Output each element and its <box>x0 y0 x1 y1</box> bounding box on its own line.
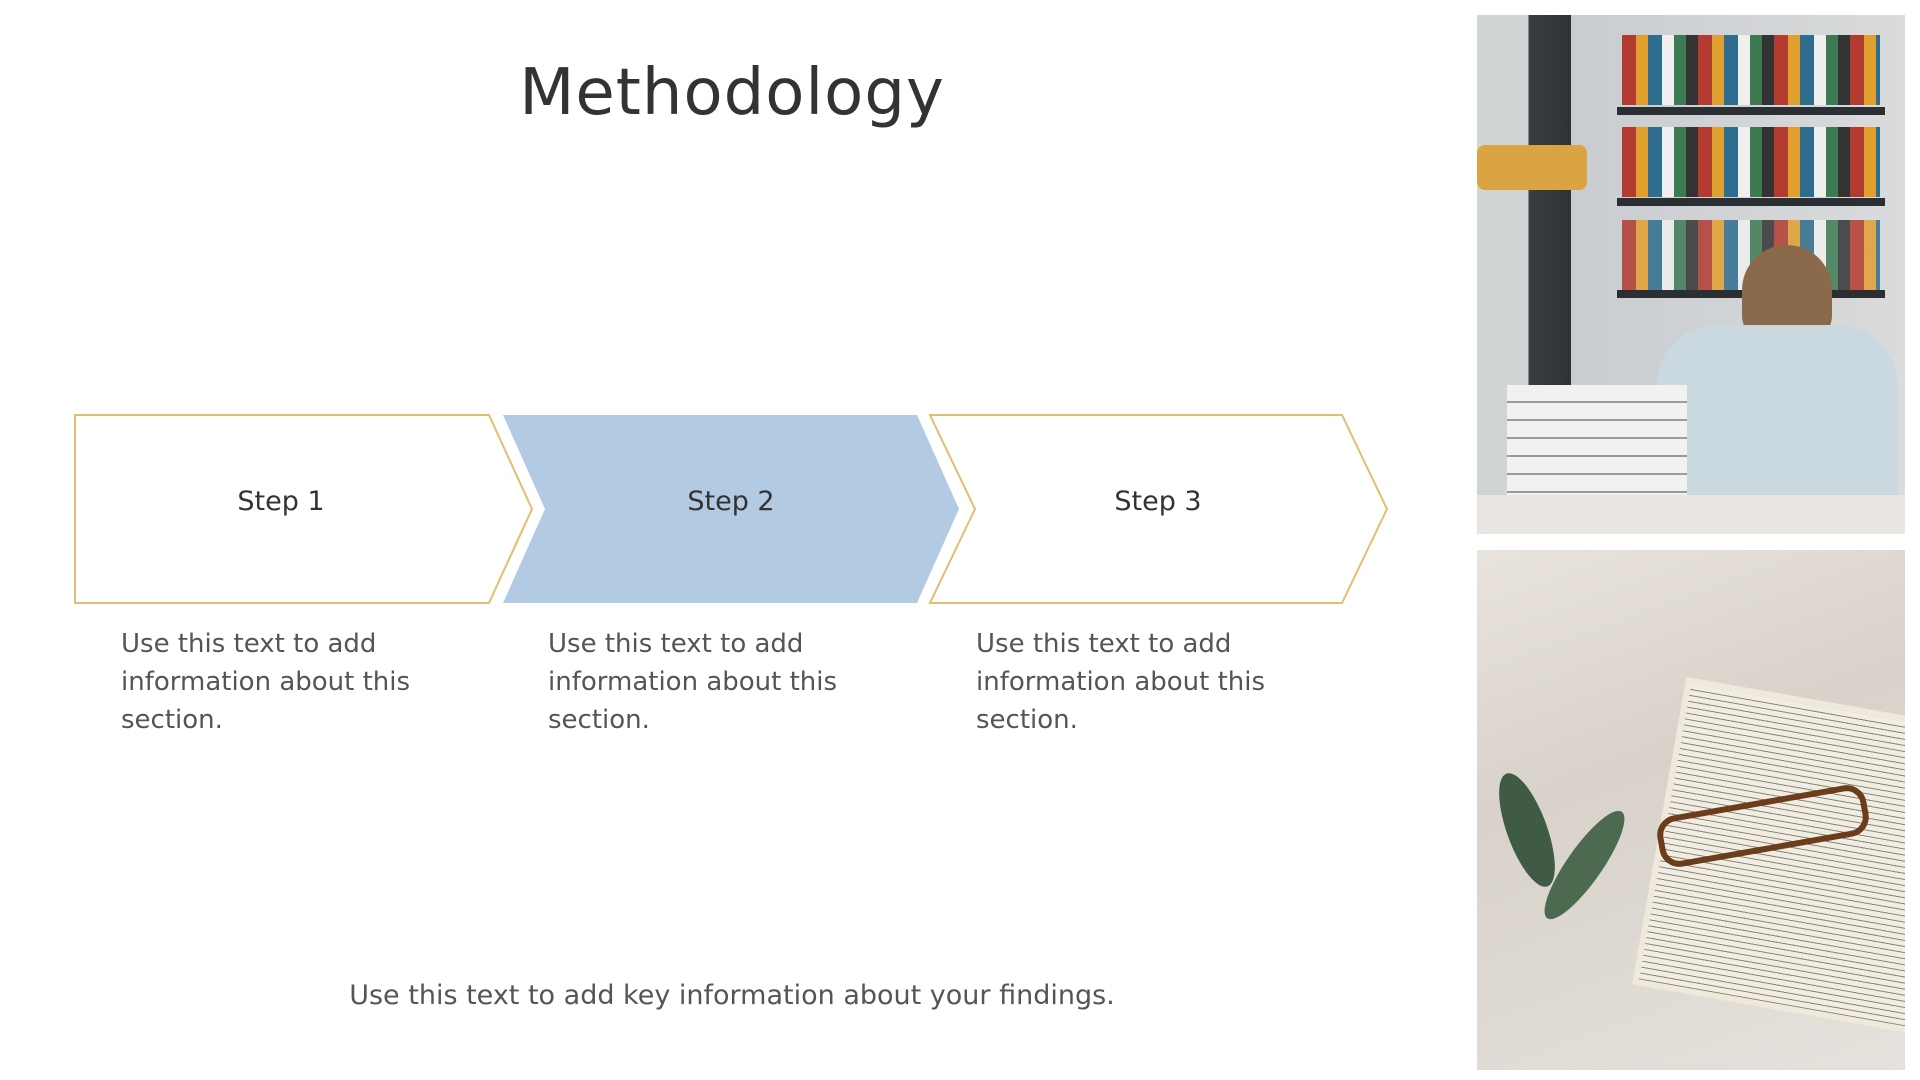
step-2-description: Use this text to add information about this section. <box>548 629 838 735</box>
photo-student-reading-library <box>1477 15 1905 534</box>
photo-open-book-glasses <box>1477 550 1905 1070</box>
findings-text: Use this text to add key information about your findings. <box>349 980 1115 1011</box>
step-1-description: Use this text to add information about this section. <box>121 629 411 735</box>
page-title: Methodology <box>519 56 945 130</box>
step-2-label: Step 2 <box>687 486 775 517</box>
step-3-description: Use this text to add information about this section. <box>976 629 1266 735</box>
step-1-label: Step 1 <box>237 486 325 517</box>
step-3-label: Step 3 <box>1114 486 1202 517</box>
